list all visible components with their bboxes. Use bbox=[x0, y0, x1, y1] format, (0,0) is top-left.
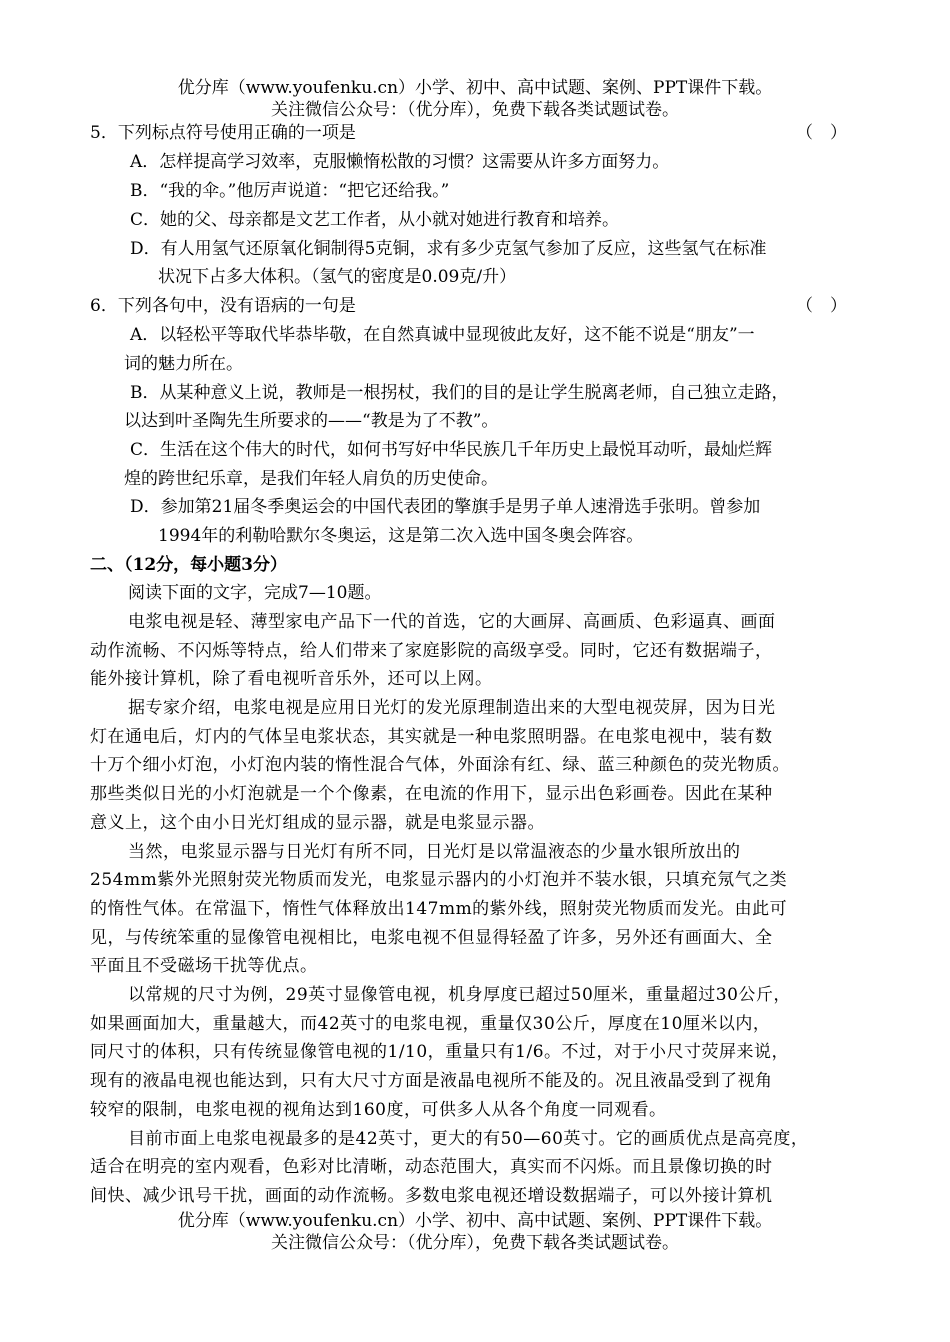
question-6-option-a-line-2: 词的魅力所在。 bbox=[124, 354, 243, 374]
question-5-option-b: B．“我的伞。”他厉声说道：“把它还给我。” bbox=[130, 181, 450, 201]
question-6-option-d-line-2: 1994年的利勒哈默尔冬奥运，这是第二次入选中国冬奥会阵容。 bbox=[158, 526, 644, 546]
question-6-option-c-line-2: 煌的跨世纪乐章，是我们年轻人肩负的历史使命。 bbox=[124, 469, 498, 489]
passage-line: 现有的液晶电视也能达到，只有大尺寸方面是液晶电视所不能及的。况且液晶受到了视角 bbox=[90, 1071, 773, 1091]
passage-line: 254mm紫外光照射荧光物质而发光，电浆显示器内的小灯泡并不装水银，只填充氖气之类 bbox=[90, 870, 788, 890]
passage-line: 当然，电浆显示器与日光灯有所不同，日光灯是以常温液态的少量水银所放出的 bbox=[128, 842, 741, 862]
question-5-option-d-line-2: 状况下占多大体积。（氢气的密度是0.09克/升） bbox=[158, 267, 517, 287]
question-6-option-a-line-1: A．以轻松平等取代毕恭毕敬，在自然真诚中显现彼此友好，这不能不说是“朋友”一 bbox=[130, 325, 755, 345]
passage-line: 那些类似日光的小灯泡就是一个个像素，在电流的作用下，显示出色彩画卷。因此在某种 bbox=[90, 784, 773, 804]
passage-line: 目前市面上电浆电视最多的是42英寸，更大的有50—60英寸。它的画质优点是高亮度， bbox=[128, 1129, 809, 1149]
passage-line: 适合在明亮的室内观看，色彩对比清晰，动态范围大，真实而不闪烁。而且景像切换的时 bbox=[90, 1157, 773, 1177]
question-5-answer-bracket: （ ） bbox=[796, 123, 847, 143]
footer-line-1: 优分库（www.youfenku.cn）小学、初中、高中试题、案例、PPT课件下载。 bbox=[177, 1211, 773, 1231]
question-6-stem: 6．下列各句中，没有语病的一句是 bbox=[90, 296, 356, 316]
passage-line: 的惰性气体。在常温下，惰性气体释放出147mm的紫外线，照射荧光物质而发光。由此可 bbox=[90, 899, 788, 919]
passage-line: 意义上，这个由小日光灯组成的显示器，就是电浆显示器。 bbox=[90, 813, 545, 833]
header-line-1: 优分库（www.youfenku.cn）小学、初中、高中试题、案例、PPT课件下载。 bbox=[177, 78, 773, 98]
passage-line: 平面且不受磁场干扰等优点。 bbox=[90, 956, 318, 976]
question-5-option-c: C．她的父、母亲都是文艺工作者，从小就对她进行教育和培养。 bbox=[130, 210, 620, 230]
question-5-option-a: A．怎样提高学习效率，克服懒惰松散的习惯？这需要从许多方面努力。 bbox=[130, 152, 670, 172]
passage-line: 十万个细小灯泡，小灯泡内装的惰性混合气体，外面涂有红、绿、蓝三种颜色的荧光物质。 bbox=[90, 755, 790, 775]
question-6-answer-bracket: （ ） bbox=[796, 296, 847, 316]
passage-line: 以常规的尺寸为例，29英寸显像管电视，机身厚度已超过50厘米，重量超过30公斤， bbox=[128, 985, 791, 1005]
section-2-heading: 二、（12分，每小题3分） bbox=[90, 555, 287, 575]
passage-line: 同尺寸的体积，只有传统显像管电视的1/10，重量只有1/6。不过，对于小尺寸荧屏来说， bbox=[90, 1042, 790, 1062]
passage-line: 动作流畅、不闪烁等特点，给人们带来了家庭影院的高级享受。同时，它还有数据端子， bbox=[90, 641, 773, 661]
question-5-stem: 5．下列标点符号使用正确的一项是 bbox=[90, 123, 356, 143]
passage-line: 间快、减少讯号干扰，画面的动作流畅。多数电浆电视还增设数据端子，可以外接计算机 bbox=[90, 1186, 773, 1206]
passage-line: 较窄的限制，电浆电视的视角达到160度，可供多人从各个角度一同观看。 bbox=[90, 1100, 667, 1120]
question-6-option-c-line-1: C．生活在这个伟大的时代，如何书写好中华民族几千年历史上最悦耳动听，最灿烂辉 bbox=[130, 440, 773, 460]
footer-line-2: 关注微信公众号：（优分库），免费下载各类试题试卷。 bbox=[271, 1233, 679, 1253]
question-6-option-d-line-1: D．参加第21届冬季奥运会的中国代表团的擎旗手是男子单人速滑选手张明。曾参加 bbox=[130, 497, 761, 517]
passage-line: 据专家介绍，电浆电视是应用日光灯的发光原理制造出来的大型电视荧屏，因为日光 bbox=[128, 698, 776, 718]
question-6-option-b-line-1: B．从某种意义上说，教师是一根拐杖，我们的目的是让学生脱离老师，自己独立走路， bbox=[130, 383, 789, 403]
passage-line: 能外接计算机，除了看电视听音乐外，还可以上网。 bbox=[90, 669, 493, 689]
section-2-instruction: 阅读下面的文字，完成7—10题。 bbox=[128, 583, 382, 603]
question-6-option-b-line-2: 以达到叶圣陶先生所要求的——“教是为了不教”。 bbox=[124, 411, 499, 431]
passage-line: 电浆电视是轻、薄型家电产品下一代的首选，它的大画屏、高画质、色彩逼真、画面 bbox=[128, 612, 776, 632]
passage-line: 见，与传统笨重的显像管电视相比，电浆电视不但显得轻盈了许多，另外还有画面大、全 bbox=[90, 928, 773, 948]
question-5-option-d-line-1: D．有人用氢气还原氧化铜制得5克铜，求有多少克氢气参加了反应，这些氢气在标准 bbox=[130, 239, 767, 259]
passage-line: 如果画面加大，重量越大，而42英寸的电浆电视，重量仅30公斤，厚度在10厘米以内， bbox=[90, 1014, 771, 1034]
header-line-2: 关注微信公众号：（优分库），免费下载各类试题试卷。 bbox=[271, 100, 679, 120]
passage-line: 灯在通电后，灯内的气体呈电浆状态，其实就是一种电浆照明器。在电浆电视中，装有数 bbox=[90, 727, 773, 747]
